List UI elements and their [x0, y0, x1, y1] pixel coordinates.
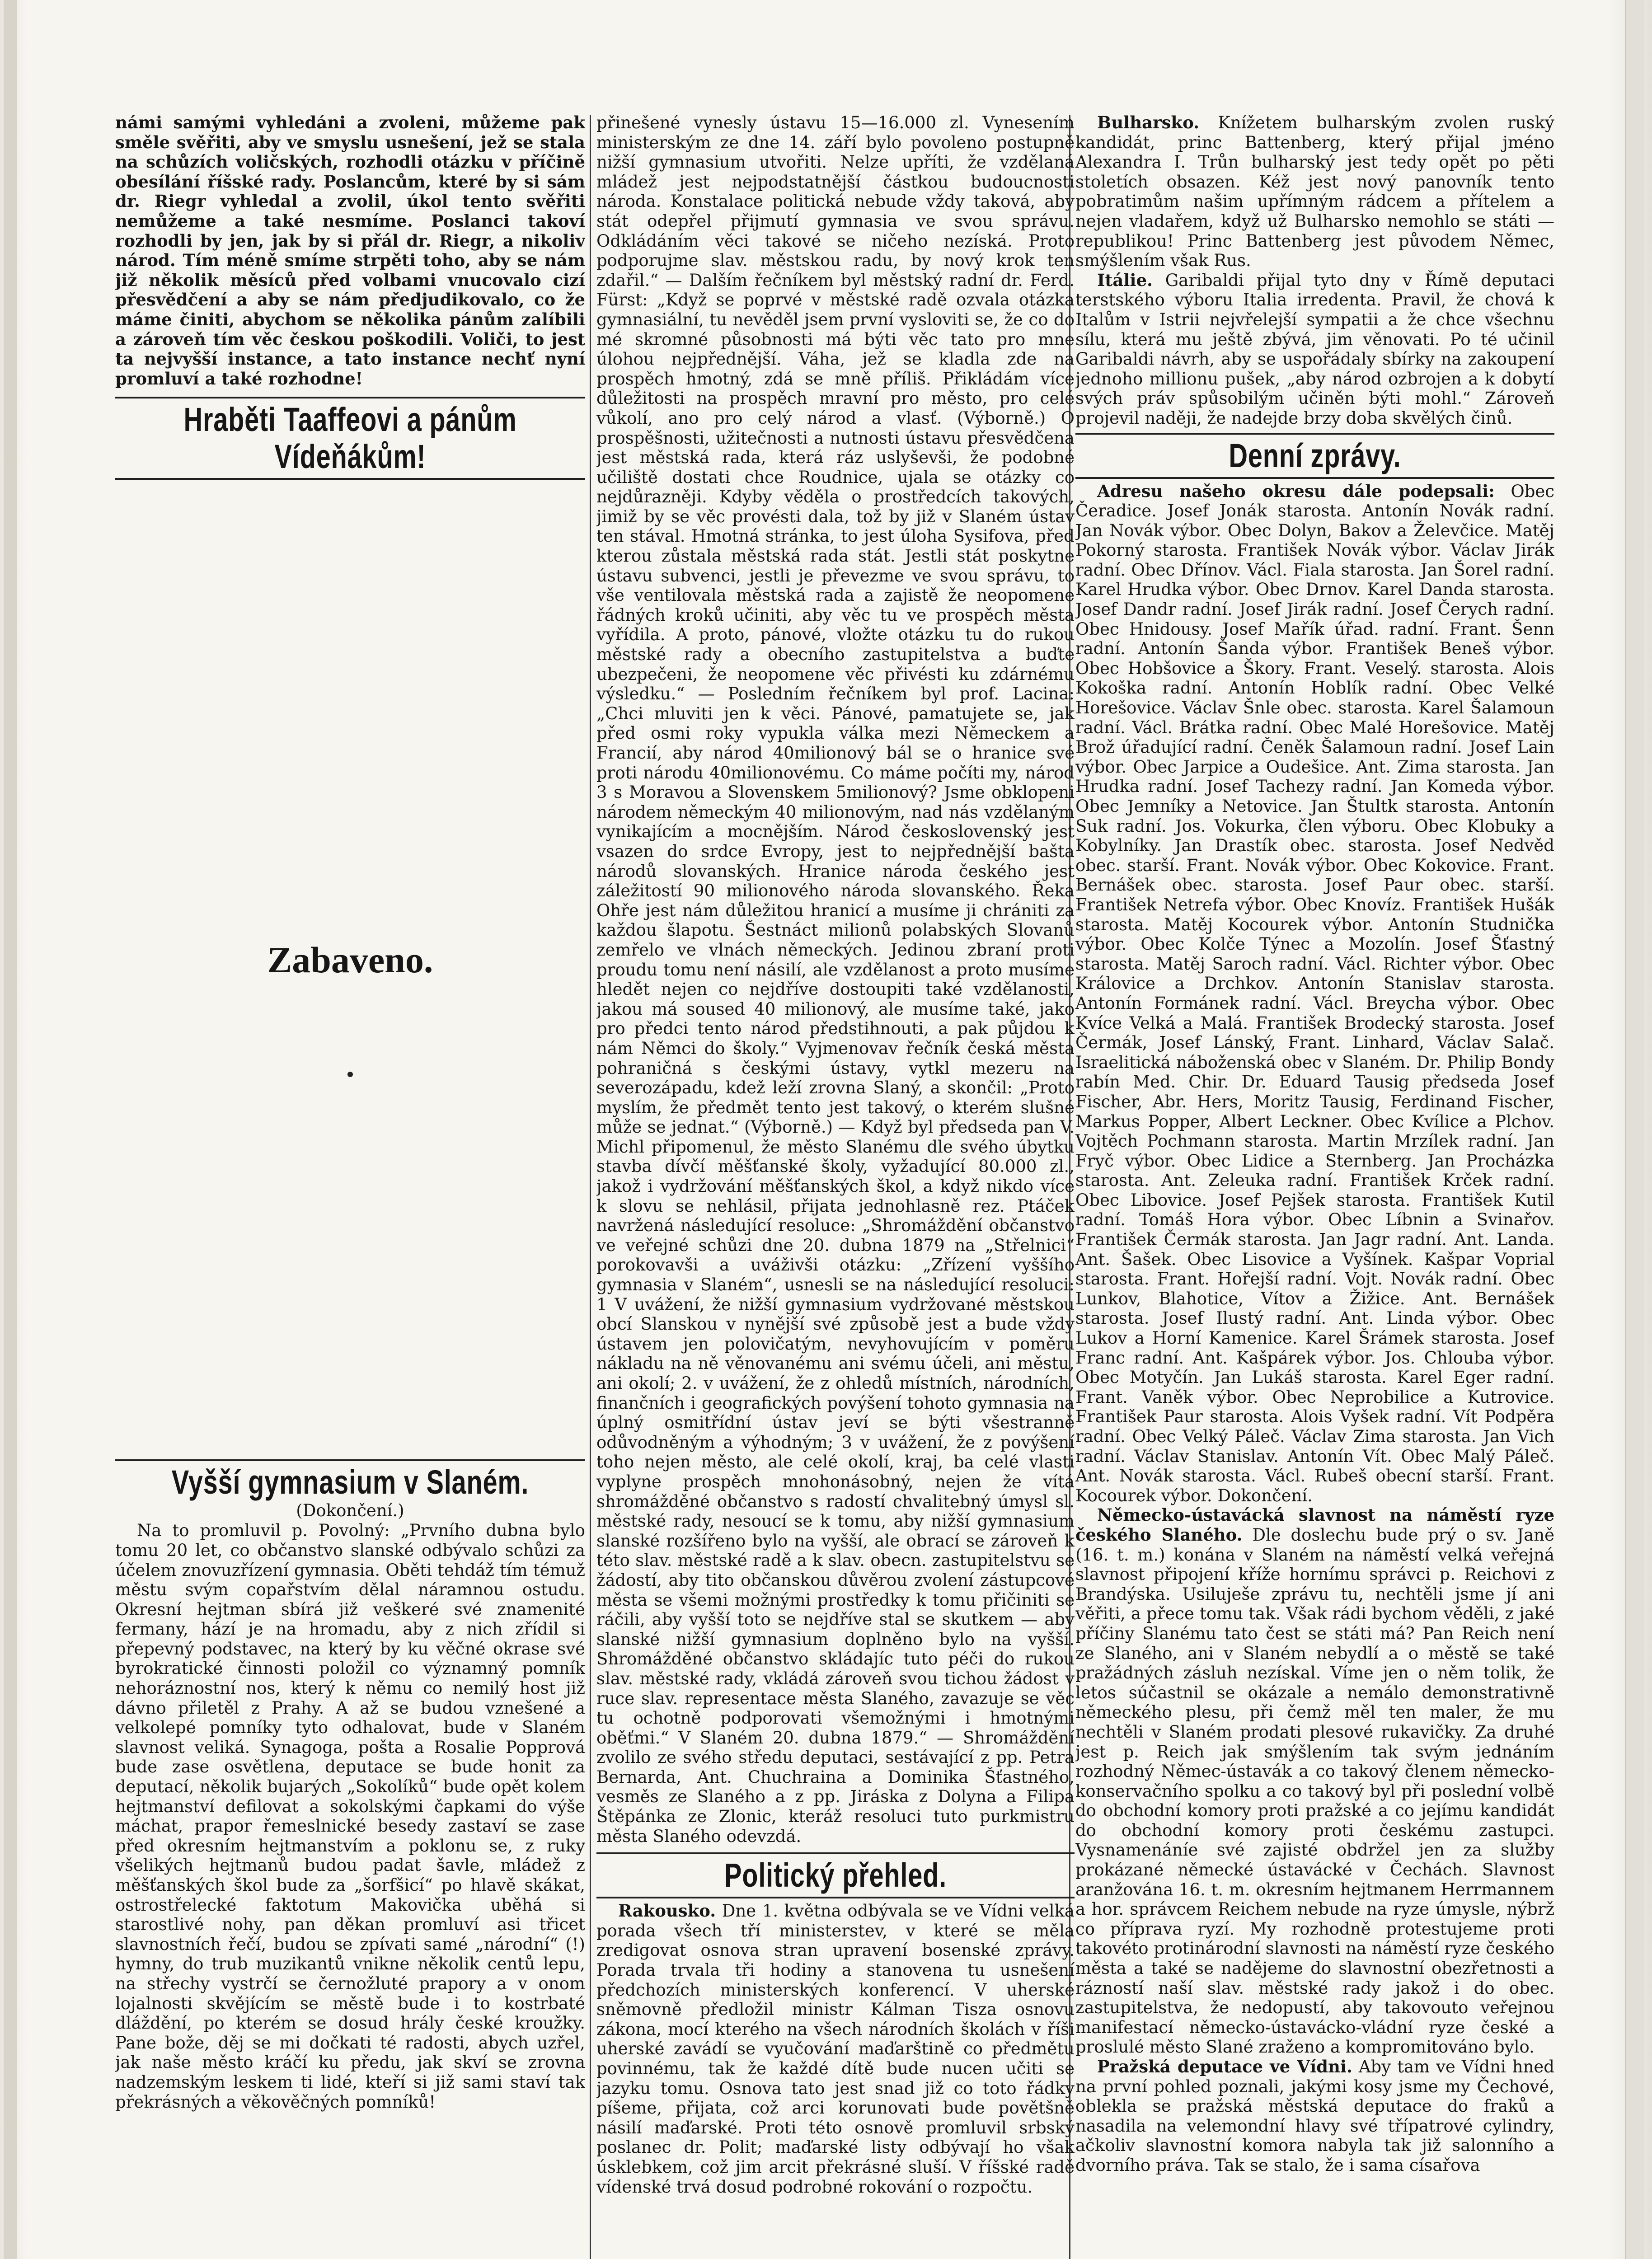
column-rule-1 — [590, 115, 591, 2259]
article-text-italy — [1075, 271, 1554, 428]
censored-space-lower — [115, 1077, 585, 1457]
section-rule — [115, 1459, 585, 1461]
article-text-deputation — [1075, 2057, 1554, 2175]
article-text-address — [1075, 482, 1554, 1506]
section-rule — [596, 1852, 1075, 1854]
article-text-bulgaria — [1075, 113, 1554, 271]
text-bulgaria: Knížetem bulharským zvolen ruský kandidát, princ Battenberg, který přijal jméno Alexandra I. Trůn bulharský jest tedy opět po pěti stoletích obsazen. Kéž jest nový panovník tento pobratimům našim upřímným rádcem a přítelem a nejen vladařem, když už Bulharsko nemohlo se státi — republikou! Princ Battenberg jest původem Němec, smýšlením však Rus. — [1075, 113, 1554, 271]
censored-notice: Zabaveno. — [267, 939, 433, 981]
article-text-austria — [596, 1901, 1075, 2197]
section-rule — [1075, 477, 1554, 479]
headline-gymnasium: Vyšší gymnasium v Slaném. — [171, 1463, 529, 1501]
continued-note: (Dokončení.) — [296, 1501, 404, 1521]
text-celebration: Dle doslechu bude prý o sv. Janě (16. t. m.) konána v Slaném na náměstí velká veřejná slavnost připojení kříže hornímu správci p. Reichovi z Brandýska. Usiluješe zprávu tu, nechtěli jsme jí ani věřiti, a přece tomu tak. Však rádi bychom věděli, z jaké příčiny Slanému tato čest se státi má? Pan Reich není ze Slaného, ani v Slaném nebydlí a o městě se také pražádných zásluh nezískal. Víme jen o něm tolik, že letos súčastnil se okázale a nemálo demonstrativně německého plesu, při čemž měl ten maler, že mu nechtěli v Slaném prodati plesové rukavičky. Za druhé jest p. Reich jak smýšlením tak svým jednáním rozhodný Němec-ústavák a co takový členem německo-konservačního spolku a co takový byl při poslední volbě do obchodní komory proti pražské a co jejímu kandidát do obchodní komory proti českému zastupci. Vysnamenáníe své zajisté obdržel jen za služby prokázané německé ústavácké v Čechách. Slavnost aranžována 16. t. m. okresním hejtmanem Herrmannem a hor. správcem Reichem nebude na ryze úmysle, nýbrž co příprava ryzí. My rozhodně protestujeme proti takovéto protinárodní slavnosti na náměstí ryze českého města a také se nadějeme do slavnostní obezřetnosti a rázností naší slav. městské rady jakož i do obec. zastupitelstva, že nedopustí, aby takovouto veřejnou manifestací německo-ústavácko-vládní ryze české a proslulé město Slané zraženo a kompromitováno bylo. — [1075, 1525, 1554, 2057]
column-2 — [596, 113, 1075, 2197]
text-address: Obec Čeradice. Josef Jonák starosta. Antonín Novák radní. Jan Novák výbor. Obec Dolyn, Bakov a Želevčice. Matěj Pokorný starosta. František Novák výbor. Václav Jirák radní. Obec Dřínov. Václ. Fiala starosta. Jan Šorel radní. Karel Hrudka výbor. Obec Drnov. Karel Danda starosta. Josef Dandr radní. Josef Jirák radní. Josef Čerych radní. Obec Hnidousy. Josef Mařík úřad. radní. Frant. Šenn radní. Antonín Šanda výbor. František Beneš výbor. Obec Hobšovice a Škory. Frant. Veselý. starosta. Alois Kokoška radní. Antonín Hoblík radní. Obec Velké Horešovice. Václav Šnle obec. starosta. Karel Šalamoun radní. Václ. Brátka radní. Obec Malé Horešovice. Matěj Brož úřadující radní. Čeněk Šalamoun radní. Josef Lain výbor. Obec Jarpice a Oudešice. Ant. Zima starosta. Jan Hrudka radní. Josef Tachezy radní. Jan Komeda výbor. Obec Jemníky a Netovice. Jan Štultk starosta. Antonín Suk radní. Jos. Vokurka, člen výboru. Obec Klobuky a Kobylníky. Jan Drastík obec. starosta. Josef Nedvěd obec. starší. Frant. Novák výbor. Obec Kokovice. Frant. Bernášek obec. starosta. Josef Paur obec. starší. František Netrefa výbor. Obec Knovíz. František Hušák starosta. Matěj Kocourek výbor. Antonín Studnička výbor. Obec Kolče Týnec a Mozolín. Josef Šťastný starosta. Matěj Saroch radní. Václ. Richter výbor. Obec Královice a Drchkov. Antonín Stanislav starosta. Antonín Formánek radní. Václ. Breycha výbor. Obec Kvíce Velká a Malá. František Brodecký starosta. Josef Čermák, Josef Lánský, Frant. Linhard, Václav Salač. Israelitická náboženská obec v Slaném. Dr. Philip Bondy rabín Med. Chir. Dr. Eduard Tausig předseda Josef Fischer, Abr. Hers, Moritz Tausig, Ferdinand Fischer, Markus Popper, Albert Leckner. Obec Kvílice a Plchov. Vojtěch Pochmann starosta. Martin Mrzílek radní. Jan Fryč výbor. Obec Lidice a Sternberg. Jan Procházka starosta. Ant. Zeleuka radní. František Krček radní. Obec Libovice. Josef Pejšek starosta. František Kutil radní. Tomáš Hora výbor. Obec Líbnin a Svinařov. František Čermák starosta. Jan Jagr radní. Ant. Landa. Ant. Šašek. Obec Lisovice a Vyšínek. Kašpar Voprial starosta. Frant. Hořejší radní. Vojt. Novák radní. Obec Lunkov, Blahotice, Vítov a Žižice. Ant. Bernášek starosta. Josef Ilustý radní. Ant. Linda výbor. Obec Lukov a Horní Kamenice. Karel Šrámek starosta. Josef Franc radní. Ant. Kašpárek výbor. Jos. Chlouba výbor. Obec Motyčín. Jan Lukáš starosta. Karel Eger radní. Frant. Vaněk výbor. Obec Neprobilice a Kutrovice. František Paur starosta. Alois Vyšek radní. Vít Podpěra radní. Obec Velký Páleč. Václav Zima starosta. Jan Vich radní. Václav Stanislav. Antonín Vít. Obec Malý Páleč. Ant. Novák starosta. Václ. Rubeš obecní starší. Frant. Kocourek výbor. Dokončení. — [1075, 481, 1554, 1505]
runin-italy: Itálie. — [1097, 270, 1153, 290]
headline-daily-news: Denní zprávy. — [1229, 436, 1401, 474]
section-rule — [1075, 433, 1554, 435]
section-rule — [596, 1897, 1075, 1898]
text-austria: Dne 1. května odbývala se ve Vídni velká porada všech tří ministerstev, v které se měla zredigovat osnova stran upravení bosenské zprávy. Porada trvala tři hodiny a stanovena tu usnešení předchozích ministerských konferencí. V uherské sněmovně předložil ministr Kálman Tisza osnovu zákona, mocí kterého na všech národních školách v říši uherské zavádí se vyučování maďarštině co předmětu povinnému, tak že každé dítě bude nucen učiti se jazyku tomu. Osnova tato jest snad již co toto řádky píšeme, přijata, což arci korunovati bude povětšně násilí maďarské. Proti této osnově promluvil srbský poslanec dr. Polit; maďarské listy odbývají ho však úsklebkem, což jim arcit překrásné sluší. V říšské radě vídenské trvá dosud podrobné rokování o rozpočtu. — [596, 1901, 1075, 2197]
section-rule — [115, 397, 585, 398]
runin-austria: Rakousko. — [618, 1901, 716, 1921]
column-1 — [115, 113, 585, 2112]
column-3 — [1075, 113, 1554, 2175]
censored-space-middle — [115, 981, 585, 1072]
scan-edge-left — [4, 0, 17, 2259]
article-text-meeting: přinešené vynesly ústavu 15—16.000 zl. Vynesením ministerským ze dne 14. září bylo povoleno postupně nižší gymnasium utvořiti. Nelze upříti, že vzdělaná mládež jest nejpodstatnější částkou budoucnosti národa. Konstalace politická nebude vždy taková, aby stát odepřel přijmutí gymnasia ve svou správu. Odkládáním věci takové se ničeho nezíská. Proto podporujme slav. městskou radu, by nový krok ten zdařil.“ — Dalším řečníkem byl městský radní dr. Ferd. Fürst: „Když se poprvé v městské radě ozvala otázka gymnasiální, tu nevěděl jsem první vysloviti se, že co do mé skromné působnosti má býti věc tato pro mne úlohou nejpřednější. Váha, jež se kladla zde na prospěch hmotný, zdá se mně příliš. Přikládám více důležitosti na prospěch mravní pro město, pro celé vůkolí, ano pro celý národ a vlasť. (Výborně.) O prospěšnosti, užitečnosti a nutnosti ústavu přesvědčena jest městská rada, která ráz uslyševši, že podobné učiliště dostati chce Roudnice, ujala se otázky co nejdůrazněji. Kdyby věděla o prostředcích takových, jimiž by se věc provésti dala, tož by již v Slaném ústav ten stával. Hmotná stránka, to jest úloha Sysifova, před kterou zůstala městská rada stát. Jestli stát poskytne ústavu subvenci, jestli je převezme ve svou správu, to vše ventilovala městská rada a zajistě že neopomene řádných kroků učiniti, aby věc tu ve prospěch města vyřídila. A proto, pánové, vložte otázku tu do rukou městské rady a obecního zastupitelstva a buďte ubezpečeni, že neopomene věc přivésti ku zdárnému výsledku.“ — Posledním řečníkem byl prof. Lacina: „Chci mluviti jen k věci. Pánové, pamatujete se, jak před osmi roky vypukla válka mezi Německem a Francií, aby národ 40milionový bál se o hranice své proti národu 40milionovému. Co máme počíti my, národ 3 s Moravou a Slovenskem 5milionový? Jsme obklopeni národem německým 40 milionovým, nad nás vzdělaným vynikajícím a mocnějším. Národ československý jest vsazen do srdce Evropy, jest to nejpřednější bašta národů slovanských. Hranice národa českého jest záležitostí 90 milionového národa slovanského. Řeka Ohře jest nám důležitou hranicí a musíme ji chrániti za každou šlapotu. Šestnáct milionů polabských Slovanů zemřelo ve vlnách německých. Jedinou zbraní proti proudu tomu není násilí, ale vzdělanost a proto musíme hledět nejen co nejdříve dostoupiti také vzdělanosti, jakou má soused 40 milionový, ale musíme také, jako pro předci tento národ předstihnouti, a pak půjdou k nám Němci do školy.“ Vyjmenovav řečník česká města pohraničná s českými ústavy, vytkl mezeru na severozápadu, kdež leží zrovna Slaný, a skončil: „Proto myslím, že předmět tento jest takový, o kterém slušné může se jednat.“ (Výborně.) — Když byl předseda pan V. Michl připomenul, že město Slanému dle svého úbytku stavba dívčí měšťanské školy, vyžadující 80.000 zl., jakož i vydržování měšťanských škol, a když nikdo více k slovu se nehlásil, přijata jednohlasně rez. Ptáček navržená následující resoluce: „Shromáždění občanstvo ve veřejné schůzi dne 20. dubna 1879 na „Střelnici“ porokovavši a uváživši otázku: „Zřízení vyššího gymnasia v Slaném“, usnesli se na následující resoluci: 1 V uvážení, že nižší gymnasium vydržované městskou obcí Slanskou v nynější své způsobě jest a bude vždy ústavem jen polovičatým, nevyhovujícím v poměru nákladu na ně věnovanému ani svému účeli, ani městu, ani okolí; 2. v uvážení, že z ohledů místních, národních, finančních i geografických povýšení tohoto gymnasia na úplný osmitřídní ústav jeví se býti všestranně odůvodněným a výhodným; 3 v uvážení, že z povýšení toho nejen město, ale celé okolí, kraj, ba celé vlasti vyplyne prospěch mnohonásobný, nejen že vítá shromážděné občanstvo s radostí chvalitebný úmysl sl. městské rady, nesoucí se k tomu, aby nižší gymnasium slanské rozšířeno bylo na vyšší, ale obrací se zároveň k této slav. městské radě a k slav. obecn. zastupitelstvu se žádostí, aby tito občanskou důvěrou zvolení zástupcové města se všemi možnými prostředky k tomu přičiniti se ráčili, aby vyšší toto se nejdříve stal se skutkem — aby slanské nižší gymnasium doplněno bylo na vyšší. Shromážděné občanstvo skládajíc tuto péči do rukou slav. městské rady, vkládá zároveň svou tichou žádost v ruce slav. representace města Slaného, zavazuje se věc tu ochotně podporovati všemožnými i hmotnými oběťmi.“ V Slaném 20. dubna 1879.“ — Shromáždění zvolilo ze svého středu deputaci, sestávající z pp. Petra Bernarda, Ant. Chuchraina a Dominika Šťastného, vesměs ze Slaného a z pp. Jiráska z Dolyna a Filipa Štěpánka ze Zlonic, kteráž resoluci tuto purkmistru města Slaného odevzdá. — [596, 113, 1075, 1846]
text-italy: Garibaldi přijal tyto dny v Římě deputaci terstského výboru Italia irredenta. Pravil, že chová k Italům v Istrii nejvřelejší sympatii a že chce všechnu sílu, která mu ještě zbývá, jim věnovati. Po té učinil Garibaldi návrh, aby se uspořádaly sbírky na zakoupení jednoho millionu pušek, „aby národ ozbrojen a k dobytí svých práv spůsobilým učiněn býti mohl.“ Zároveň projevil naději, že nadejde brzy doba skvělých činů. — [1075, 270, 1554, 428]
section-rule — [115, 478, 585, 480]
runin-address: Adresu našeho okresu dále podepsali: — [1097, 481, 1495, 501]
text-deputation: Aby tam ve Vídni hned na první pohled poznali, jakými kosy jsme my Čechové, oblekla se pražská městská deputace do fraků a nasadila na velemondní hlavy své třípatrové cylindry, ačkoliv slavnostní komora nabyla tak již salonního a dvorního práva. Tak se stalo, že i sama císařova — [1075, 2057, 1554, 2175]
stray-dot — [347, 1072, 353, 1077]
runin-celebration: Německo-ústavácká slavnost na náměstí ryze českého Slaného. — [1075, 1505, 1554, 1545]
runin-bulgaria: Bulharsko. — [1097, 113, 1199, 132]
headline-politics: Politický přehled. — [724, 1856, 947, 1894]
article-text-gymnasium: Na to promluvil p. Povolný: „Prvního dubna bylo tomu 20 let, co občanstvo slanské odbývalo schůzi za účelem znovuzřízení gymnasia. Oběti tehdáž tím témuž městu svým copařstvím dělal náramnou ostudu. Okresní hejtman sbírá již veškeré své znamenité fermany, hází je na hromadu, aby z nich zřídil si přepevný podstavec, na který by ku věčné okrase své byrokratické činnosti položil co významný pomník nehoráznostní nos, který k němu co nemilý host již dávno přiletěl z Prahy. A až se budou vznešené a velkolepé pomníky tyto odhalovat, bude v Slaném slavnost veliká. Synagoga, pošta a Rosalie Popprová bude zase osvětlena, deputace se bude honit za deputací, několik bujarých „Sokolíků“ bude opět kolem hejtmanství defilovat a sokolskými čapkami do výše máchat, prapor řemeslnické besedy zastaví se zase před okresním hejtmanstvím a poklonu se, z ruky všelikých hejtmanů budou padat šavle, mládež z měšťanských škol bude za „šorfšicí“ po hlavě skákat, ostrostřelecké faktotum Makovička uběhá si starostlivé nohy, pan děkan promluví asi třicet slavnostních řečí, budou se zpívati samé „národní“ (!) hymny, do trub muzikantů vnikne několik centů lepu, na střechy vystrčí se černožluté prapory a v onom lojalnosti skvějícím se městě bude i to kostrbaté dláždění, po kterém se dosud hrály české kroužky. Pane bože, děj se mi dočkati té radosti, abych uzřel, jak naše město kráčí ku předu, jak skví se zrovna nadzemským leskem ti lidé, kteří si již sami staví tak překrásných a věkověčných pomníků! — [115, 1521, 585, 2112]
headline-taaffe: Hraběti Taaffeovi a pánům Vídeňákům! — [183, 401, 517, 476]
runin-deputation: Pražská deputace ve Vídni. — [1097, 2057, 1352, 2076]
censored-space-upper — [115, 483, 585, 939]
scan-edge-right — [1625, 0, 1644, 2259]
article-text-top: námi samými vyhledáni a zvoleni, můžeme pak směle svěřiti, aby ve smyslu usnešení, jež se stala na schůzích voličských, rozhodli otázku v příčině obesílání říšské rady. Poslancům, které by si sám dr. Riegr vyhledal a zvolil, úkol tento svěřiti nemůžeme a také nesmíme. Poslanci takoví rozhodli by jen, jak by si přál dr. Riegr, a nikoliv národ. Tím méně smíme strpěti toho, aby se nám již několik měsíců před volbami vnucovalo cizí přesvědčení a aby se nám předjudikovalo, co že máme činiti, abychom se několika pánům zalíbili a zároveň tím věc českou poškodili. Voliči, to jest ta nejvyšší instance, a tato instance nechť nyní promluví a také rozhodne! — [115, 113, 585, 389]
article-text-celebration — [1075, 1505, 1554, 2057]
